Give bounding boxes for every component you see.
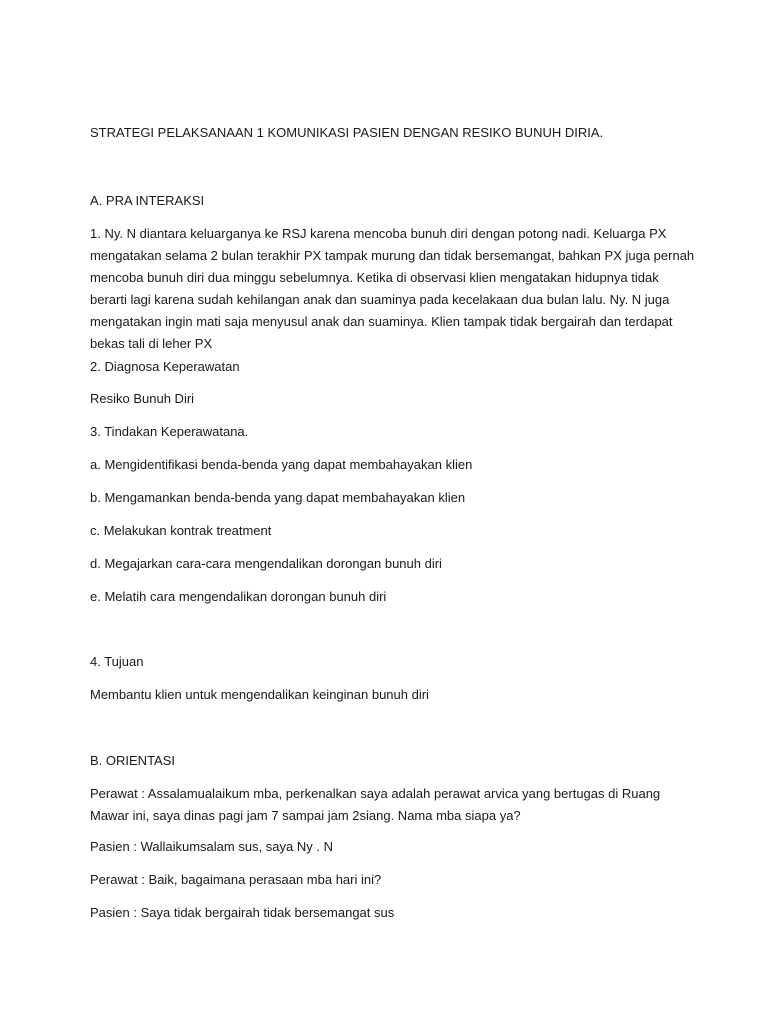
dialog-perawat-2: Perawat : Baik, bagaimana perasaan mba hari ini? bbox=[90, 872, 382, 887]
pra-interaksi-paragraph bbox=[90, 223, 695, 355]
document-title: STRATEGI PELAKSANAAN 1 KOMUNIKASI PASIEN DENGAN RESIKO BUNUH DIRIA. bbox=[90, 125, 604, 140]
paragraph-line: Perawat : Assalamualaikum mba, perkenalkan saya adalah perawat arvica yang bertugas di Ruang bbox=[90, 786, 661, 801]
tindakan-heading: 3. Tindakan Keperawatana. bbox=[90, 424, 249, 439]
section-a-heading: A. PRA INTERAKSI bbox=[90, 193, 205, 208]
tujuan-heading: 4. Tujuan bbox=[90, 654, 144, 669]
action-item-c: c. Melakukan kontrak treatment bbox=[90, 523, 272, 538]
action-item-e: e. Melatih cara mengendalikan dorongan bunuh diri bbox=[90, 589, 387, 604]
paragraph-line: berarti lagi karena sudah kehilangan anak dan suaminya pada kecelakaan dua bulan lalu. Ny. N juga bbox=[90, 292, 670, 307]
dialog-pasien-1: Pasien : Wallaikumsalam sus, saya Ny . N bbox=[90, 839, 333, 854]
section-b-heading: B. ORIENTASI bbox=[90, 753, 175, 768]
dialog-perawat-1 bbox=[90, 783, 690, 827]
action-item-b: b. Mengamankan benda-benda yang dapat membahayakan klien bbox=[90, 490, 466, 505]
diagnosa-heading: 2. Diagnosa Keperawatan bbox=[90, 359, 240, 374]
paragraph-line: Mawar ini, saya dinas pagi jam 7 sampai jam 2siang. Nama mba siapa ya? bbox=[90, 808, 521, 823]
paragraph-line: 1. Ny. N diantara keluarganya ke RSJ karena mencoba bunuh diri dengan potong nadi. Keluarga PX bbox=[90, 226, 667, 241]
paragraph-line: mencoba bunuh diri dua minggu sebelumnya. Ketika di observasi klien mengatakan hidupnya tidak bbox=[90, 270, 659, 285]
dialog-pasien-2: Pasien : Saya tidak bergairah tidak bersemangat sus bbox=[90, 905, 395, 920]
paragraph-line: mengatakan selama 2 bulan terakhir PX tampak murung dan tidak bersemangat, bahkan PX juga pernah bbox=[90, 248, 695, 263]
action-item-a: a. Mengidentifikasi benda-benda yang dapat membahayakan klien bbox=[90, 457, 473, 472]
paragraph-line: mengatakan ingin mati saja menyusul anak dan suaminya. Klien tampak tidak bergairah dan terdapat bbox=[90, 314, 673, 329]
action-item-d: d. Megajarkan cara-cara mengendalikan dorongan bunuh diri bbox=[90, 556, 442, 571]
diagnosa-value: Resiko Bunuh Diri bbox=[90, 391, 195, 406]
tujuan-value: Membantu klien untuk mengendalikan keinginan bunuh diri bbox=[90, 687, 429, 702]
paragraph-line: bekas tali di leher PX bbox=[90, 336, 213, 351]
